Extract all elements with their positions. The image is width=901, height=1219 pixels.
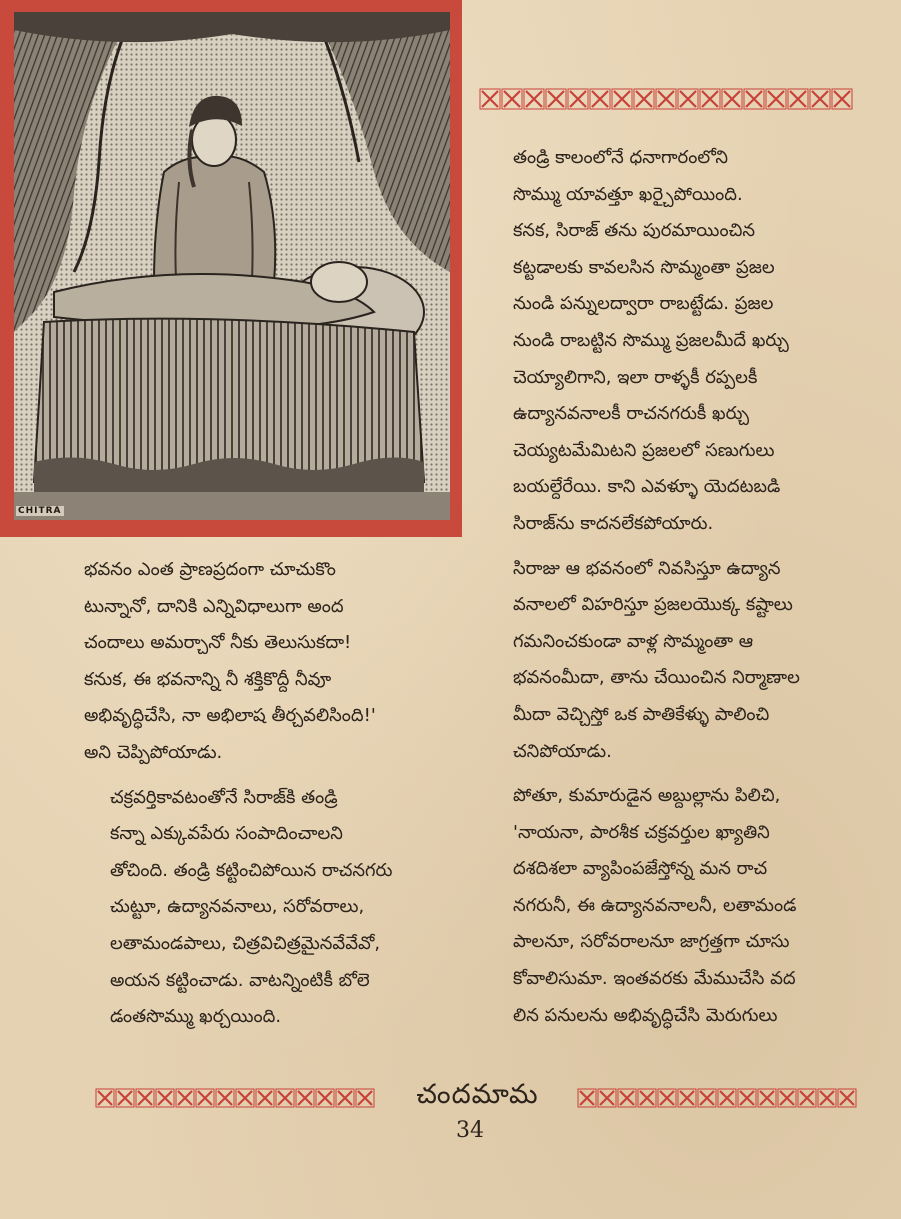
ornament-motif <box>116 1089 134 1107</box>
ornament-motif <box>758 1089 776 1107</box>
illustration-frame <box>0 0 462 537</box>
ornament-motif <box>678 1089 696 1107</box>
text-line: సొమ్ము యావత్తూ ఖర్చైపోయింది. <box>513 183 743 205</box>
text-line: లిన పనులను అభివృద్ధిచేసి మెరుగులు <box>513 1004 778 1026</box>
text-line: మీదా వెచ్చిస్తో ఒక పాతికేళ్ళు పాలించి <box>513 703 770 725</box>
magazine-name: చందమామ <box>416 1079 539 1110</box>
text-line: అని చెప్పిపోయాడు. <box>84 741 223 763</box>
ornament-border-top <box>479 88 857 110</box>
ornament-motif <box>678 89 698 109</box>
ornament-motif <box>658 1089 676 1107</box>
ornament-motif <box>798 1089 816 1107</box>
ornament-motif <box>524 89 544 109</box>
text-line: చెయ్యాలిగాని, ఇలా రాళ్ళకీ రప్పలకీ <box>513 366 758 388</box>
text-line: సిరాజు ఆ భవనంలో నివసిస్తూ ఉద్యాన <box>513 557 781 579</box>
text-line: తోచింది. తండ్రి కట్టించిపోయిన రాచనగరు <box>110 859 393 881</box>
text-line: భవనంమీదా, తాను చేయించిన నిర్మాణాల <box>513 667 800 689</box>
text-line: కట్టడాలకు కావలసిన సొమ్మంతా ప్రజల <box>513 256 775 278</box>
ornament-motif <box>634 89 654 109</box>
king-at-bedside-illustration <box>14 12 450 520</box>
artist-signature: CHITRA <box>18 506 62 516</box>
ornament-motif <box>810 89 830 109</box>
ornament-border-bottom-right <box>577 1088 859 1108</box>
text-line: కనక, సిరాజ్ తను పురమాయించిన <box>513 220 755 242</box>
ornament-motif <box>546 89 566 109</box>
text-line: గమనించకుండా వాళ్ల సొమ్మంతా ఆ <box>513 630 754 652</box>
ornament-motif <box>256 1089 274 1107</box>
ornament-motif <box>744 89 764 109</box>
page-number: 34 <box>456 1118 484 1143</box>
text-line: లతామండపాలు, చిత్రవిచిత్రమైనవేవేవో, <box>110 932 381 954</box>
text-line: కన్నా ఎక్కువపేరు సంపాదించాలని <box>110 823 343 845</box>
text-line: టున్నానో, దానికి ఎన్నివిధాలుగా అంద <box>84 595 344 617</box>
left-column <box>84 552 464 1036</box>
text-line: దశదిశలా వ్యాపింపజేస్తోన్న మన రాచ <box>513 858 768 880</box>
ornament-motif <box>788 89 808 109</box>
ornament-motif <box>598 1089 616 1107</box>
ornament-motif <box>356 1089 374 1107</box>
ornament-motif <box>578 1089 596 1107</box>
ornament-motif <box>502 89 522 109</box>
text-line: కనుక, ఈ భవనాన్ని నీ శక్తికొద్దీ నీవూ <box>84 668 332 690</box>
text-line: పాలనూ, సరోవరాలనూ జాగ్రత్తగా చూసు <box>513 931 790 953</box>
text-line: భవనం ఎంత ప్రాణప్రదంగా చూచుకొం <box>84 559 336 580</box>
text-line: చెయ్యటమేమిటని ప్రజలలో సణుగులు <box>513 439 775 461</box>
ornament-motif <box>612 89 632 109</box>
text-line: చనిపోయాడు. <box>513 740 612 762</box>
text-line: చక్రవర్తికావటంతోనే సిరాజ్‌కి తండ్రి <box>110 786 338 808</box>
text-line: కోవాలిసుమా. ఇంతవరకు మేముచేసి వద <box>513 968 796 990</box>
ornament-motif <box>722 89 742 109</box>
ornament-motif <box>336 1089 354 1107</box>
ornament-motif <box>700 89 720 109</box>
text-line: 'నాయనా, పారశీక చక్రవర్తుల ఖ్యాతిని <box>513 821 770 843</box>
ornament-motif <box>590 89 610 109</box>
ornament-motif <box>698 1089 716 1107</box>
ornament-motif <box>196 1089 214 1107</box>
ornament-motif <box>618 1089 636 1107</box>
ornament-motif <box>136 1089 154 1107</box>
ornament-motif <box>638 1089 656 1107</box>
ornament-motif <box>480 89 500 109</box>
text-line: అభివృద్ధిచేసి, నా అభిలాష తీర్చవలిసింది!' <box>84 705 376 727</box>
ornament-motif <box>778 1089 796 1107</box>
text-line: తండ్రి కాలంలోనే ధనాగారంలోని <box>513 147 729 168</box>
ornament-motif <box>176 1089 194 1107</box>
illustration <box>14 12 450 520</box>
right-column <box>487 140 872 1034</box>
text-line: నుండి రాబట్టిన సొమ్ము ప్రజలమీదే ఖర్చు <box>513 329 789 351</box>
text-line: వనాలలో విహరిస్తూ ప్రజలయొక్క కష్టాలు <box>513 594 793 616</box>
ornament-motif <box>738 1089 756 1107</box>
ornament-motif <box>156 1089 174 1107</box>
text-line: పోతూ, కుమారుడైన అబ్దుల్లాను పిలిచి, <box>513 785 781 807</box>
text-line: ఉద్యానవనాలకీ రాచనగరుకీ ఖర్చు <box>513 403 750 425</box>
ornament-motif <box>216 1089 234 1107</box>
ornament-motif <box>316 1089 334 1107</box>
ornament-motif <box>832 89 852 109</box>
ornament-border-bottom-left <box>95 1088 377 1108</box>
text-line: సిరాజ్‌ను కాదనలేకపోయారు. <box>513 512 714 534</box>
paragraph <box>84 552 464 772</box>
text-line: చుట్టూ, ఉద్యానవనాలు, సరోవరాలు, <box>110 896 365 918</box>
ornament-motif <box>718 1089 736 1107</box>
paragraph <box>487 140 872 543</box>
paragraph <box>84 780 464 1036</box>
ornament-motif <box>656 89 676 109</box>
text-line: అయన కట్టించాడు. వాటన్నింటికీ బోలె <box>110 969 370 991</box>
ornament-motif <box>766 89 786 109</box>
ornament-motif <box>818 1089 836 1107</box>
paragraph <box>487 778 872 1034</box>
text-line: నుండి పన్నులద్వారా రాబట్టేడు. ప్రజల <box>513 293 774 315</box>
ornament-motif <box>838 1089 856 1107</box>
ornament-motif <box>296 1089 314 1107</box>
ornament-motif <box>236 1089 254 1107</box>
text-line: డంతసొమ్ము ఖర్చయింది. <box>110 1006 282 1028</box>
text-line: చందాలు అమర్చానో నీకు తెలుసుకదా! <box>84 632 352 654</box>
ornament-motif <box>568 89 588 109</box>
ornament-motif <box>96 1089 114 1107</box>
text-line: నగరునీ, ఈ ఉద్యానవనాలనీ, లతామండ <box>513 894 797 916</box>
text-line: బయల్దేరేయి. కాని ఎవళ్ళూ యెదటబడి <box>513 476 781 498</box>
paragraph <box>487 551 872 771</box>
ornament-motif <box>276 1089 294 1107</box>
